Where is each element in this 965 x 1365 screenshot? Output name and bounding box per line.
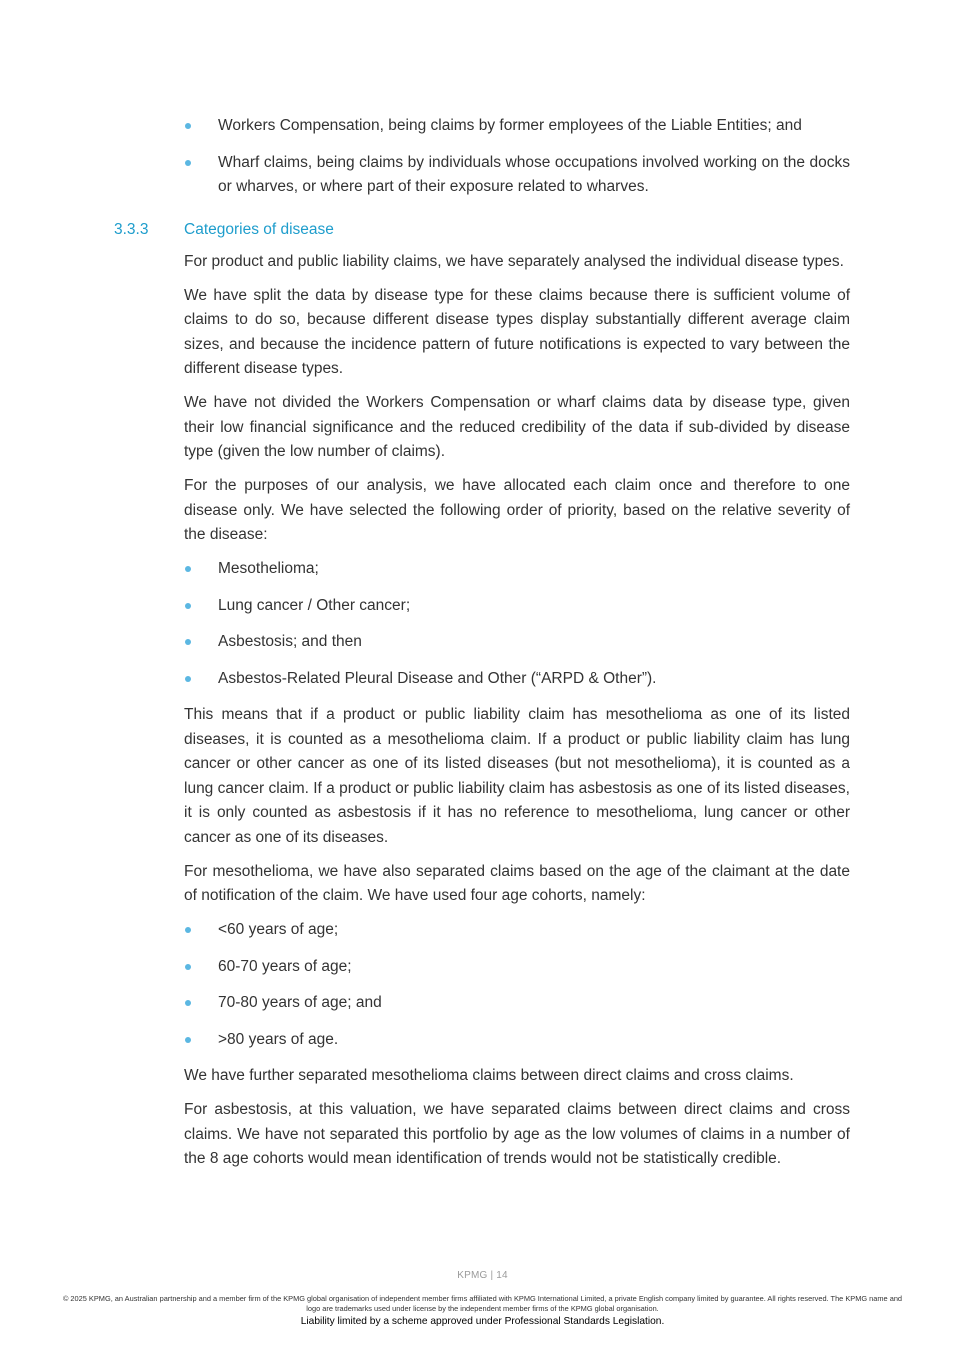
document-body xyxy=(114,114,850,1181)
bullet-icon xyxy=(185,927,191,933)
list-item-text: Asbestosis; and then xyxy=(218,633,362,650)
paragraph: For mesothelioma, we have also separated claims based on the age of the claimant at the date of notification of the claim. We have used four age cohorts, namely: xyxy=(184,862,850,904)
list-item-text: Wharf claims, being claims by individuals whose occupations involved working on the docks or wharves, or where part of their exposure related to wharves. xyxy=(218,153,850,195)
list-item xyxy=(184,151,850,200)
list-item-text: Mesothelioma; xyxy=(218,560,319,577)
section-number: 3.3.3 xyxy=(114,220,149,238)
paragraph: This means that if a product or public liability claim has mesothelioma as one of its listed diseases, it is counted as a mesothelioma claim. If a product or public liability claim has lung cancer or other cancer as one of its listed diseases (but not mesothelioma), it is counted as a lung cancer claim. If a product or public liability claim has asbestosis as one of its listed diseases, it is only counted as asbestosis if it has no reference to mesothelioma, lung cancer or other cancer as one of its diseases. xyxy=(184,706,850,846)
paragraph: For the purposes of our analysis, we have allocated each claim once and therefore to one disease only. We have selected the following order of priority, based on the relative severity of the disease: xyxy=(184,477,850,543)
list-item xyxy=(184,667,850,692)
bullet-icon xyxy=(185,964,191,970)
list-item-text: Lung cancer / Other cancer; xyxy=(218,596,411,614)
bullet-icon xyxy=(185,676,191,682)
list-item xyxy=(184,955,850,980)
list-item-text: Workers Compensation, being claims by former employees of the Liable Entities; and xyxy=(218,117,802,134)
bullet-icon xyxy=(185,160,191,166)
paragraph: We have split the data by disease type for these claims because there is sufficient volume of claims to do so, because different disease types display substantially different average claim sizes, and because the incidence pattern of future notifications is expected to vary between the different disease types. xyxy=(184,286,850,377)
copyright-notice: © 2025 KPMG, an Australian partnership and a member firm of the KPMG global organisation of independent member firms affiliated with KPMG International Limited, a private English company limited by guarantee. All rights reserved. The KPMG name and logo are trademarks used under license by the independent member firms of the KPMG global organisation. xyxy=(62,1294,903,1313)
section-heading xyxy=(114,218,850,242)
list-item-text: <60 years of age; xyxy=(218,921,339,938)
list-item xyxy=(184,918,850,943)
bullet-icon xyxy=(185,603,191,609)
list-item xyxy=(184,991,850,1016)
section-title: Categories of disease xyxy=(184,220,334,238)
paragraph: We have not divided the Workers Compensation or wharf claims data by disease type, given their low financial significance and the reduced credibility of the data if sub-divided by disease type (given the low number of claims). xyxy=(184,394,850,460)
paragraph: We have further separated mesothelioma claims between direct claims and cross claims. xyxy=(184,1067,794,1084)
bullet-icon xyxy=(185,123,191,129)
bullet-icon xyxy=(185,566,191,572)
list-item xyxy=(184,1028,850,1053)
list-item xyxy=(184,114,850,139)
paragraph: For asbestosis, at this valuation, we have separated claims between direct claims and cross claims. We have not separated this portfolio by age as the low volumes of claims in a number of the 8 age cohorts would mean identification of trends would not be statistically credible. xyxy=(184,1101,850,1167)
list-item-text: 70-80 years of age; and xyxy=(218,994,382,1011)
bullet-icon xyxy=(185,1037,191,1043)
bullet-icon xyxy=(185,1000,191,1006)
list-item xyxy=(184,557,850,582)
page-number: KPMG | 14 xyxy=(457,1270,508,1281)
list-item-text: 60-70 years of age; xyxy=(218,957,352,975)
list-item-text: Asbestos-Related Pleural Disease and Other (“ARPD & Other”). xyxy=(218,669,657,687)
bullet-icon xyxy=(185,639,191,645)
list-item xyxy=(184,594,850,619)
paragraph: For product and public liability claims, we have separately analysed the individual disease types. xyxy=(184,252,844,270)
list-item xyxy=(184,630,850,655)
list-item-text: >80 years of age. xyxy=(218,1030,339,1048)
liability-notice: Liability limited by a scheme approved under Professional Standards Legislation. xyxy=(300,1316,665,1327)
